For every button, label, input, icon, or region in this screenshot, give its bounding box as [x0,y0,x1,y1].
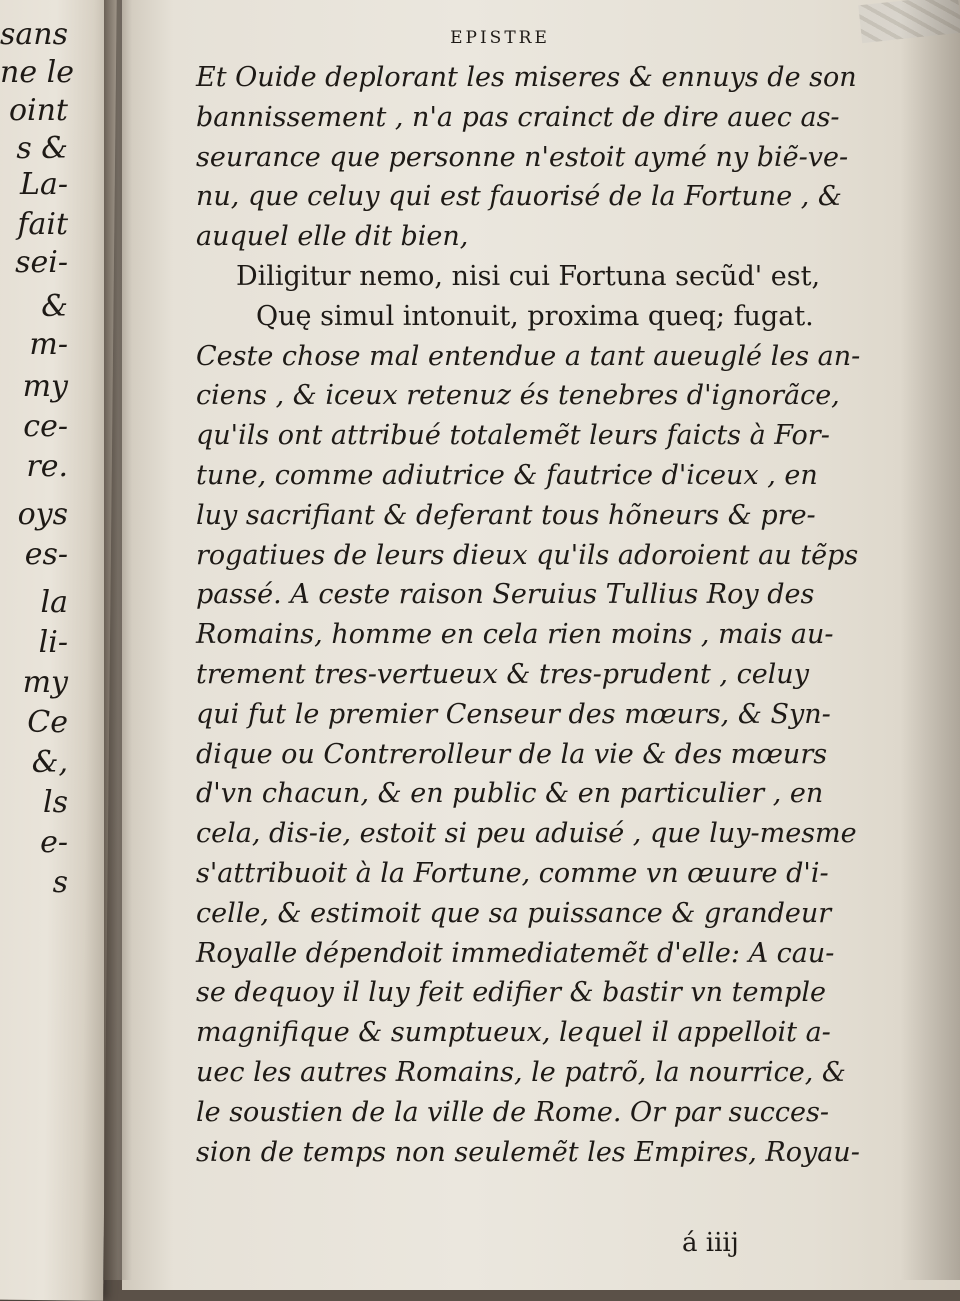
text-line: celle, & estimoit que sa puissance & grandeur [196,897,832,929]
text-line: magnifique & sumptueux, lequel il appelloit a- [196,1017,831,1049]
text-line: nu, que celuy qui est fauorisé de la Fortune , & [196,181,842,213]
text-line: cela, dis-ie, estoit si peu aduisé , que luy-mesme [196,818,857,850]
text-line: tune, comme adiutrice & fautrice d'iceux , en [196,459,818,491]
left-page-fragment: & [41,289,68,324]
left-page-fragment: oys [17,497,68,532]
text-line: qu'ils ont attribué totalemẽt leurs faicts à For- [196,420,830,452]
left-page-text [0,0,110,1280]
left-page-fragment: sei- [15,245,68,280]
left-page-fragment: s [52,865,68,900]
text-line: Romains, homme en cela rien moins , mais au- [196,619,834,651]
main-text [196,58,861,1172]
text-line: d'vn chacun, & en public & en particulier , en [196,778,824,810]
left-page-fragment: ce- [23,409,68,444]
left-page-fragment: e- [40,825,68,860]
text-line: Royalle dépendoit immediatemẽt d'elle: A cau- [196,937,835,969]
text-line: qui fut le premier Censeur des mœurs, & Syn- [196,698,831,730]
text-line: Et Ouide deplorant les miseres & ennuys de son [196,62,857,93]
text-line: uec les autres Romains, le patrõ, la nourrice, & [196,1056,846,1088]
left-page-fragment: re. [26,449,68,484]
text-line: rogatiues de leurs dieux qu'ils adoroient au tẽps [196,539,859,571]
left-page-fragment: ne le [0,55,74,90]
text-line: ciens , & iceux retenuz és tenebres d'ignorãce, [196,380,840,412]
left-page-fragment: sans [0,17,68,52]
text-line: trement tres-vertueux & tres-prudent , celuy [196,658,809,690]
text-line: auquel elle dit bien, [196,221,469,253]
left-page-fragment: La- [20,167,68,202]
text-line: le soustien de la ville de Rome. Or par succes- [196,1096,829,1128]
page-header: EPISTRE [450,28,550,48]
left-page-fragment: &, [31,745,68,780]
left-page-fragment: s & [16,131,68,166]
left-page-fragment: li- [38,625,68,660]
left-page-fragment: m- [29,327,68,362]
text-line: luy sacrifiant & deferant tous hõneurs & pre- [196,499,816,531]
text-line: sion de temps non seulemẽt les Empires, Royau- [196,1136,860,1168]
left-page-fragment: my [22,665,68,700]
text-line: Ceste chose mal entendue a tant aueuglé les an- [196,340,861,372]
text-line: Diligitur nemo, nisi cui Fortuna secũd' est, [236,260,821,292]
text-line: passé. A ceste raison Seruius Tullius Roy des [196,579,815,611]
text-line: se dequoy il luy feit edifier & bastir vn temple [196,977,826,1009]
left-page-fragment: my [22,369,68,404]
left-page-fragment: oint [8,93,68,128]
text-line: dique ou Contrerolleur de la vie & des mœurs [196,738,828,770]
text-line: s'attribuoit à la Fortune, comme vn œuure d'i- [196,857,829,889]
left-page-fragment: es- [24,537,68,572]
text-line: bannissement , n'a pas crainct de dire auec as- [196,101,840,133]
left-page-fragment: la [40,585,68,620]
left-page-fragment: Ce [27,705,68,740]
text-line: Quę simul intonuit, proxima queq; fugat. [256,300,814,332]
left-page-fragment: ls [43,785,68,820]
edge-shadow [900,0,960,1280]
left-page-fragment: fait [17,207,68,242]
text-line: seurance que personne n'estoit aymé ny biẽ-ve- [196,141,849,173]
signature-mark: á iiij [682,1228,739,1258]
